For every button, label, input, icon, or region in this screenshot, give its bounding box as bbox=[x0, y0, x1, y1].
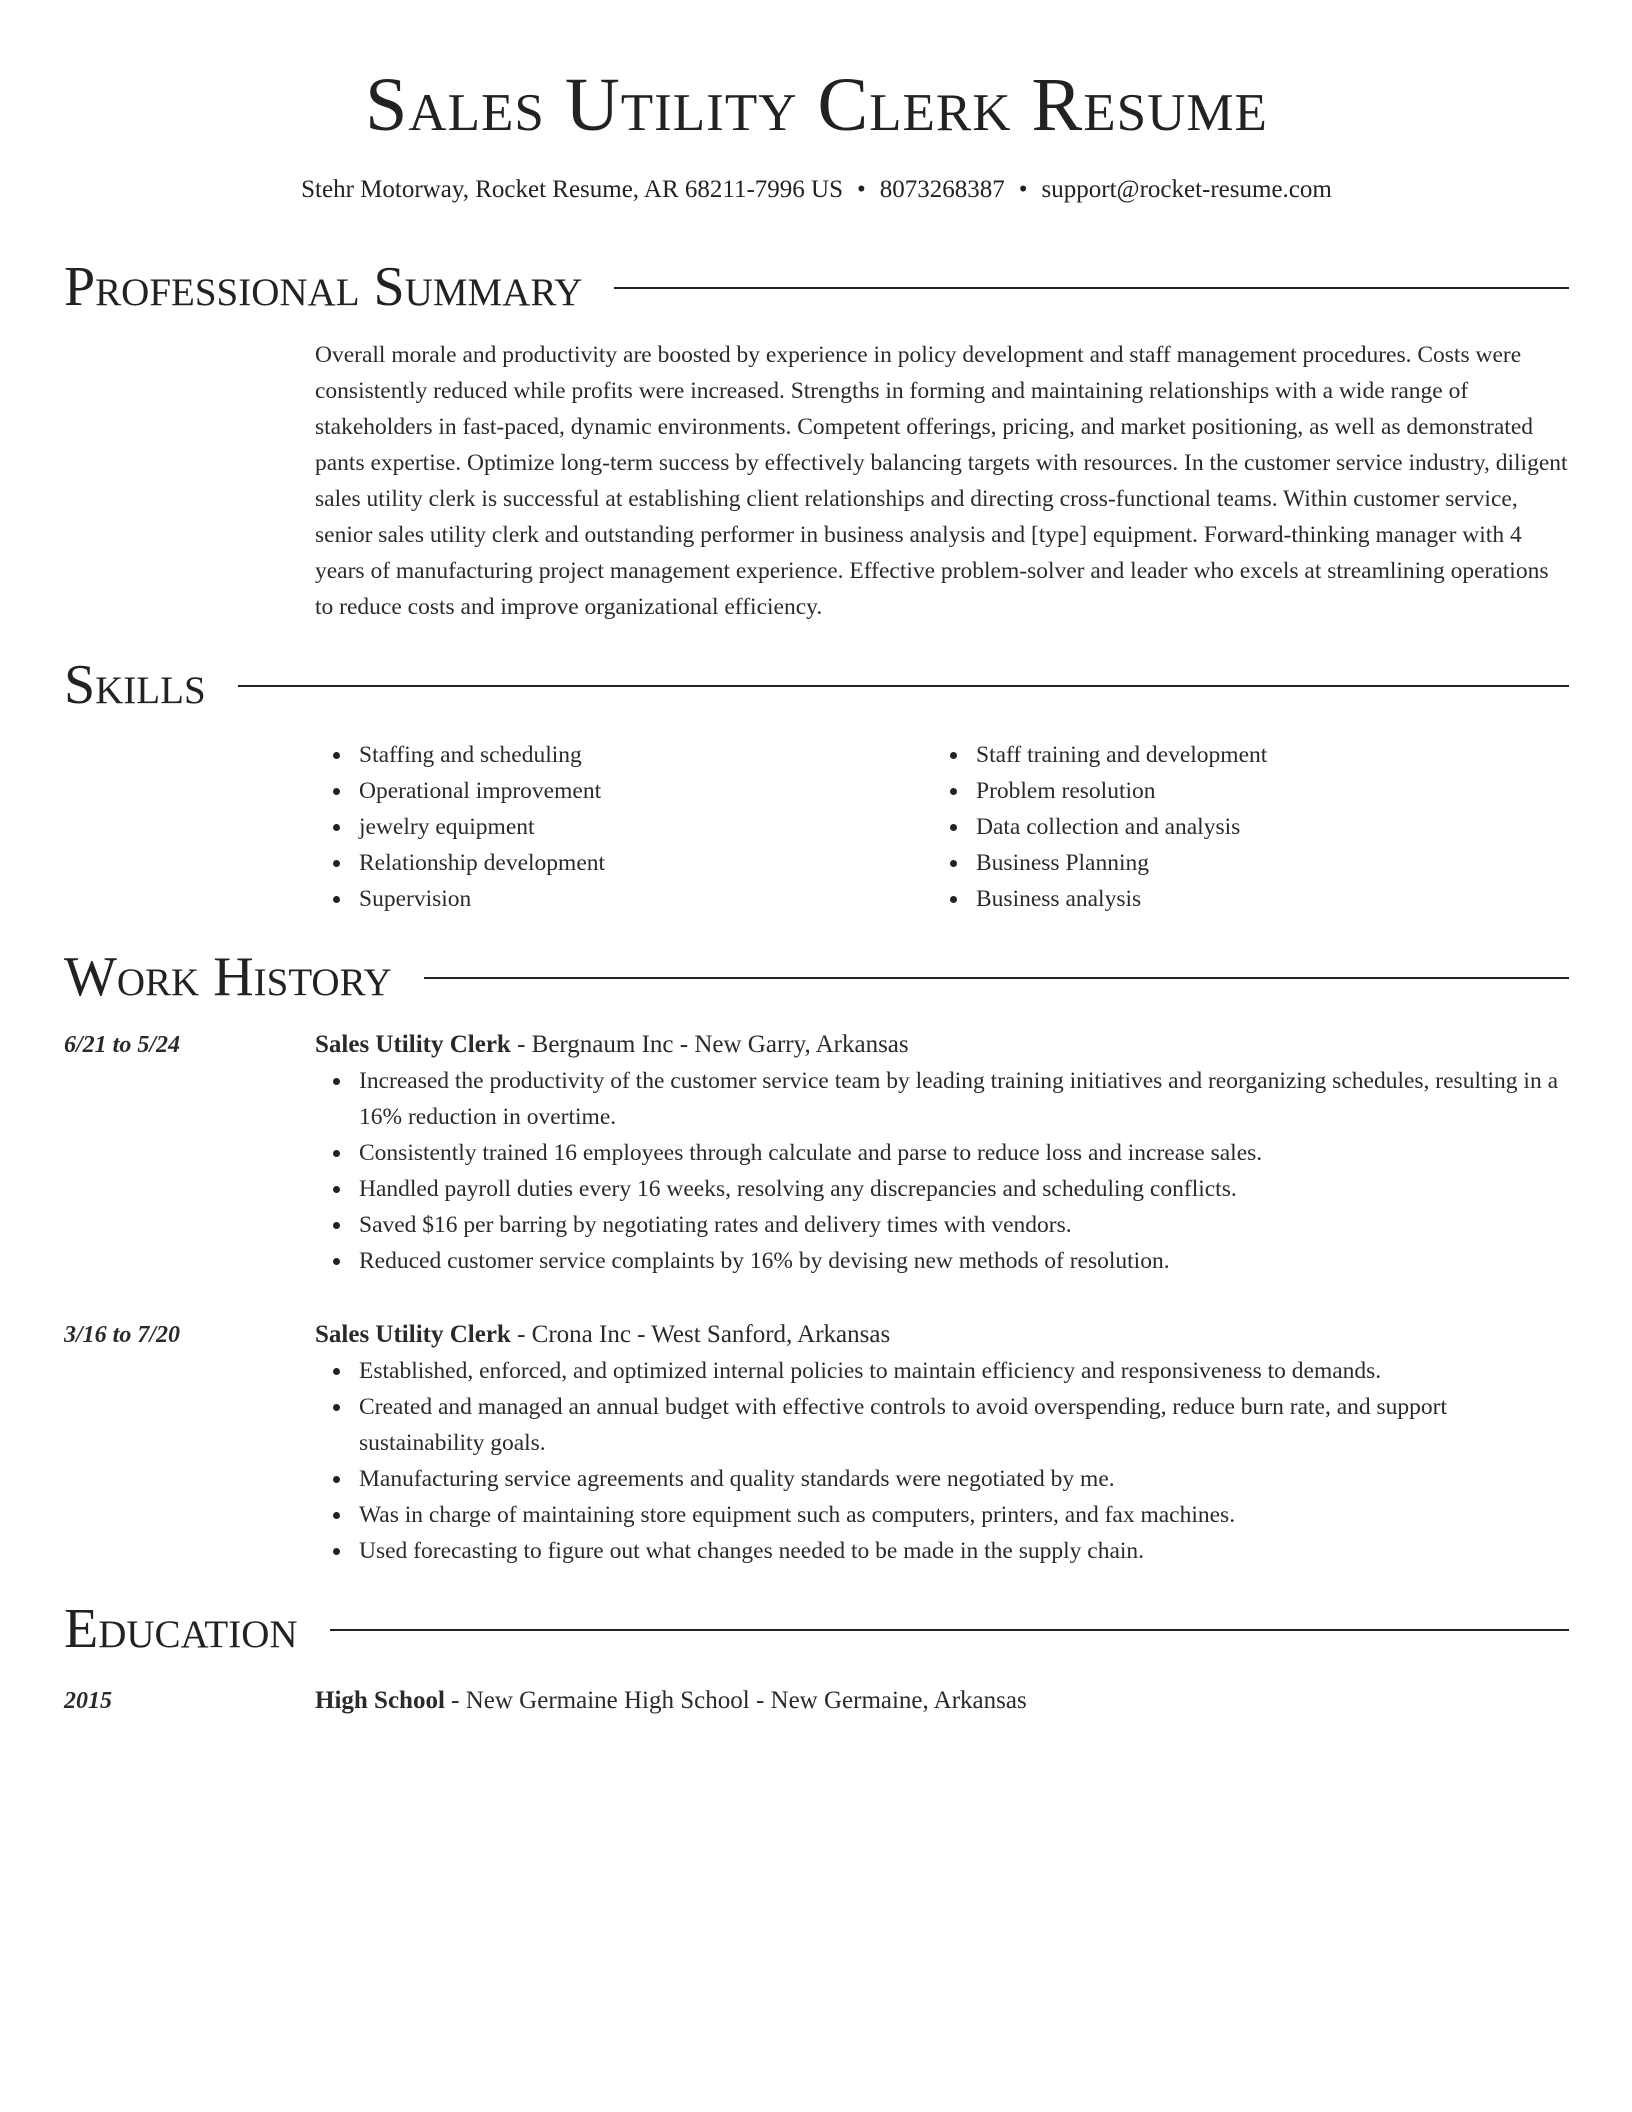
skill-item: Problem resolution bbox=[976, 773, 1549, 809]
job-bullet: Manufacturing service agreements and quality standards were negotiated by me. bbox=[359, 1461, 1569, 1497]
job-bullet-list bbox=[315, 1353, 1569, 1569]
job-dates: 3/16 to 7/20 bbox=[64, 1322, 181, 1348]
summary-section-header bbox=[64, 257, 1569, 317]
contact-separator: • bbox=[1018, 176, 1028, 203]
skill-item: jewelry equipment bbox=[359, 809, 932, 845]
skills-grid bbox=[315, 737, 1569, 917]
education-section-title: Education bbox=[64, 1598, 298, 1660]
job-company: - Crona Inc - West Sanford, Arkansas bbox=[510, 1321, 891, 1348]
job-company: - Bergnaum Inc - New Garry, Arkansas bbox=[510, 1031, 909, 1058]
education-details bbox=[315, 1683, 1569, 1719]
skills-section-header bbox=[64, 655, 1569, 715]
job-bullet: Used forecasting to figure out what changes needed to be made in the supply chain. bbox=[359, 1533, 1569, 1569]
job-heading bbox=[315, 1027, 1569, 1063]
education-degree: High School bbox=[315, 1687, 445, 1714]
education-section-header bbox=[64, 1599, 1569, 1659]
skill-item: Business analysis bbox=[976, 881, 1549, 917]
job-bullet: Was in charge of maintaining store equipment such as computers, printers, and fax machines. bbox=[359, 1497, 1569, 1533]
job-bullet: Handled payroll duties every 16 weeks, resolving any discrepancies and scheduling conflicts. bbox=[359, 1171, 1569, 1207]
job-bullet: Reduced customer service complaints by 16% by devising new methods of resolution. bbox=[359, 1243, 1569, 1279]
education-year: 2015 bbox=[64, 1688, 112, 1714]
resume-title: Sales Utility Clerk Resume bbox=[365, 63, 1268, 147]
section-divider bbox=[330, 1629, 1569, 1631]
skill-item: Operational improvement bbox=[359, 773, 932, 809]
work-section-header bbox=[64, 947, 1569, 1007]
job-bullet: Increased the productivity of the customer service team by leading training initiatives and reorganizing schedules, resulting in a 16% reduction in overtime. bbox=[359, 1063, 1569, 1135]
job-details bbox=[315, 1317, 1569, 1569]
contact-phone: 8073268387 bbox=[879, 176, 1005, 203]
education-school: - New Germaine High School - New Germaine, Arkansas bbox=[444, 1687, 1027, 1714]
skill-item: Staff training and development bbox=[976, 737, 1549, 773]
summary-section-title: Professional Summary bbox=[64, 256, 583, 318]
job-details bbox=[315, 1027, 1569, 1279]
skill-item: Supervision bbox=[359, 881, 932, 917]
contact-email: support@rocket-resume.com bbox=[1041, 176, 1332, 203]
job-role: Sales Utility Clerk bbox=[315, 1321, 511, 1348]
job-bullet: Consistently trained 16 employees through calculate and parse to reduce loss and increase sales. bbox=[359, 1135, 1569, 1171]
work-section-title: Work History bbox=[64, 946, 392, 1008]
job-bullet: Established, enforced, and optimized internal policies to maintain efficiency and responsiveness to demands. bbox=[359, 1353, 1569, 1389]
contact-line bbox=[64, 173, 1569, 207]
job-dates: 6/21 to 5/24 bbox=[64, 1032, 181, 1058]
section-divider bbox=[424, 977, 1569, 979]
job-bullet: Created and managed an annual budget with effective controls to avoid overspending, reduce burn rate, and support sustainability goals. bbox=[359, 1389, 1569, 1461]
skill-item: Business Planning bbox=[976, 845, 1549, 881]
skill-item: Data collection and analysis bbox=[976, 809, 1549, 845]
contact-address: Stehr Motorway, Rocket Resume, AR 68211-7996 US bbox=[301, 176, 844, 203]
education-heading bbox=[315, 1683, 1569, 1719]
job-bullet-list bbox=[315, 1063, 1569, 1279]
resume-page bbox=[64, 0, 1569, 1719]
contact-separator: • bbox=[857, 176, 866, 203]
section-divider bbox=[614, 287, 1569, 289]
skills-column-right bbox=[932, 737, 1549, 917]
job-heading bbox=[315, 1317, 1569, 1353]
summary-text: Overall morale and productivity are boosted by experience in policy development and staff management procedures. Costs were consistently reduced while profits were increased. Strengths in forming and maintaining relationships with a wide range of stakeholders in fast-paced, dynamic environments. Competent offerings, pricing, and market positioning, as well as demonstrated pants expertise. Optimize long-term success by effectively balancing targets with resources. In the customer service industry, diligent sales utility clerk is successful at establishing client relationships and directing cross-functional teams. Within customer service, senior sales utility clerk and outstanding performer in business analysis and [type] equipment. Forward-thinking manager with 4 years of manufacturing project management experience. Effective problem-solver and leader who excels at streamlining operations to reduce costs and improve organizational efficiency. bbox=[315, 342, 1568, 620]
section-divider bbox=[238, 685, 1569, 687]
skill-item: Relationship development bbox=[359, 845, 932, 881]
education-entry bbox=[64, 1683, 1569, 1719]
job-entry bbox=[64, 1027, 1569, 1279]
skills-column-left bbox=[315, 737, 932, 917]
skills-section-title: Skills bbox=[64, 654, 206, 716]
job-entry bbox=[64, 1317, 1569, 1569]
skill-item: Staffing and scheduling bbox=[359, 737, 932, 773]
job-bullet: Saved $16 per barring by negotiating rates and delivery times with vendors. bbox=[359, 1207, 1569, 1243]
job-role: Sales Utility Clerk bbox=[315, 1031, 511, 1058]
